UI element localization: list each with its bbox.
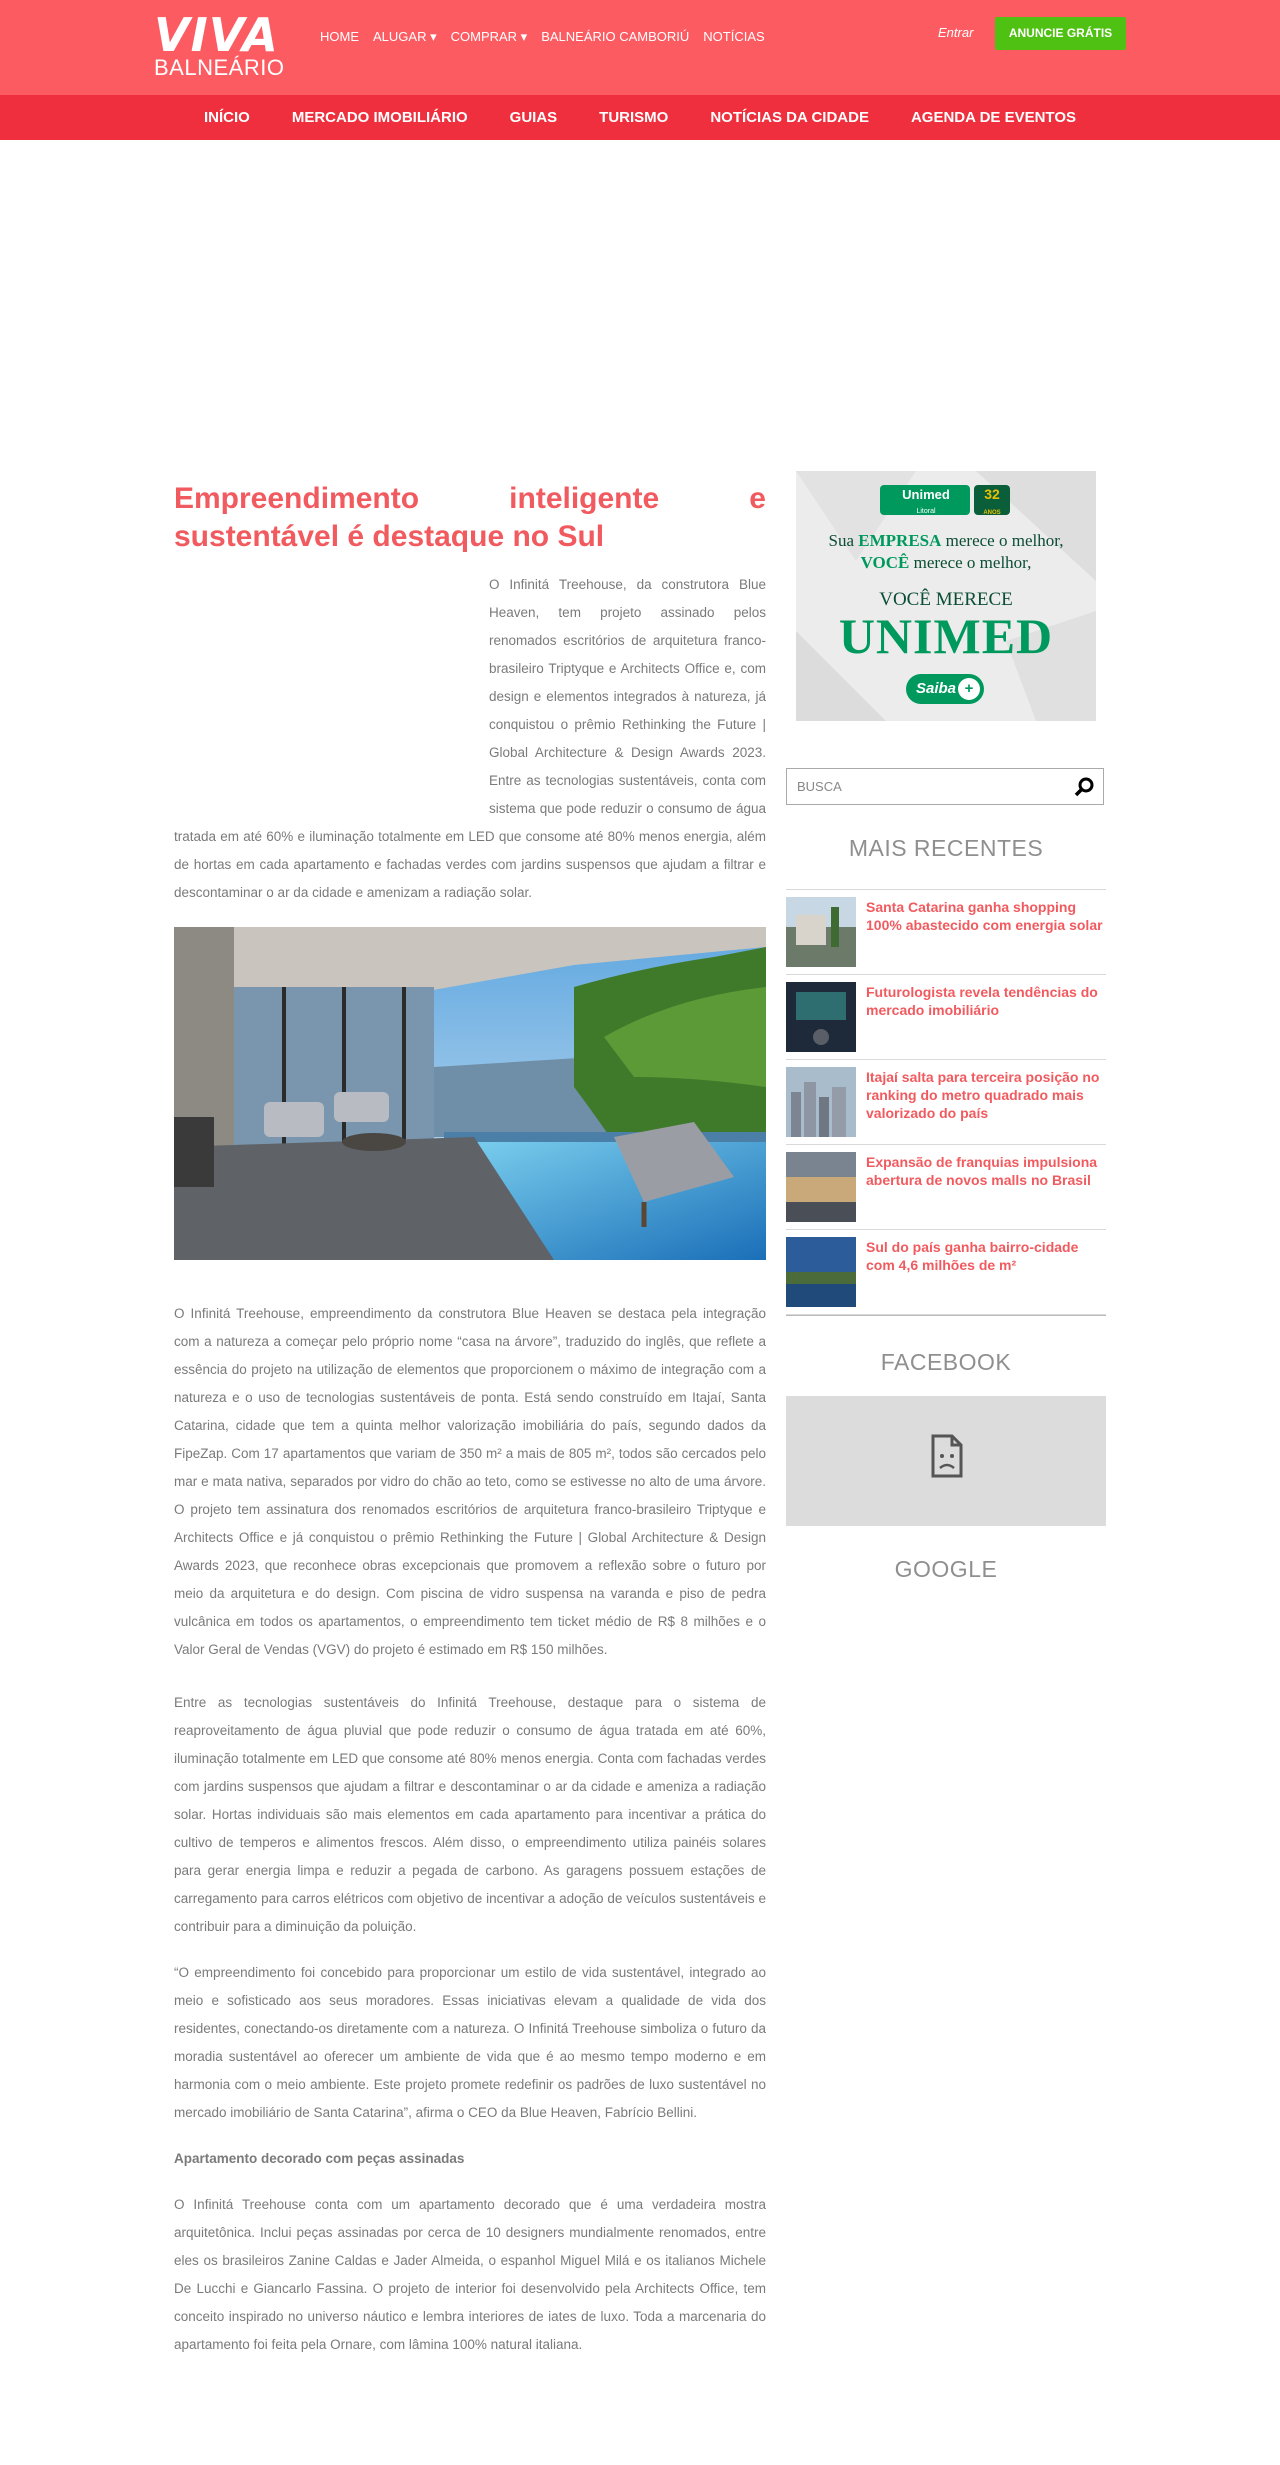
article-paragraph-4: O Infinitá Treehouse conta com um apartamento decorado que é uma verdadeira mostra arquitetônica. Inclui peças assinadas por cerca de 10 designers mundialmente renomados, entre eles os brasileiros Zanine Caldas e Jader Almeida, o espanhol Miguel Milá e os italianos Michele De Lucchi e Giancarlo Fassina. O projeto de interior foi desenvolvido pela Architects Office, tem conceito inspirado no universo náutico e lembra interiores de iates de luxo. Toda a marcenaria do apartamento foi feita pela Ornare, com lâmina 100% natural italiana. [174,2197,766,2352]
badge-text: ANOS [983,510,1001,516]
ad-line-1a: Sua [828,531,859,550]
recent-title[interactable]: Sul do país ganha bairro-cidade com 4,6 milhões de m² [866,1239,1079,1273]
ad-line-2 [796,553,1096,573]
intro-image-placeholder [174,571,489,819]
recent-list [786,889,1106,1316]
top-nav-alugar[interactable]: ALUGAR ▾ [373,29,437,44]
recent-thumbnail [786,1237,856,1307]
recent-thumbnail [786,982,856,1052]
site-logo[interactable] [154,8,285,80]
article-paragraph-3: “O empreendimento foi concebido para proporcionar um estilo de vida sustentável, integrado ao meio e sofisticado aos seus moradores. Essas iniciativas elevam a qualidade de vida dos residentes, conectando-os diretamente com a natureza. O Infinitá Treehouse simboliza o futuro da moradia sustentável ao oferecer um ambiente de vida que é ao mesmo tempo moderno e em harmonia com o meio ambiente. Este projeto promete redefinir os padrões de luxo sustentável no mercado imobiliário de Santa Catarina”, afirma o CEO da Blue Heaven, Fabrício Bellini. [174,1965,766,2120]
ad-line-1 [796,531,1096,551]
recent-title[interactable]: Futurologista revela tendências do mercado imobiliário [866,984,1098,1018]
unimed-brand-sub: Litoral [916,508,936,515]
intro-text: O Infinitá Treehouse, da construtora Blue Heaven, tem projeto assinado pelos renomados escritórios de arquitetura franco-brasileiro Triptyque e Architects Office e, com design e elementos integrados à natureza, já conquistou o prêmio Rethinking the Future | Global Architecture & Design Awards 2023. Entre as tecnologias sustentáveis, conta com sistema que pode reduzir o consumo de água tratada em até 60% e iluminação totalmente em LED que consome até 80% menos energia, além de hortas em cada apartamento e fachadas verdes com jardins suspensos que ajudam a filtrar e descontaminar o ar da cidade e amenizam a radiação solar. [174,577,766,900]
ad-line-1c: merece o melhor, [941,531,1064,550]
unimed-ad-banner[interactable] [796,471,1096,721]
ad-line-1b: EMPRESA [858,531,942,550]
article [174,480,766,2359]
anniversary-badge [974,487,1010,521]
plus-icon: + [958,678,980,700]
ad-cta-button[interactable] [906,674,984,704]
top-nav-noticias[interactable]: NOTÍCIAS [703,29,765,44]
main-nav-inicio[interactable]: INÍCIO [203,109,250,126]
unimed-logo [886,488,966,519]
ad-line-2b: merece o melhor, [909,553,1032,572]
top-nav-comprar[interactable]: COMPRAR ▾ [450,29,528,44]
balcony-pool-image [174,927,766,1260]
logo-text-viva: VIVA [154,8,279,62]
recent-item[interactable] [786,1145,1106,1230]
ad-line-4: UNIMED [838,608,1054,664]
facebook-heading: FACEBOOK [880,1349,1012,1375]
recent-title[interactable]: Santa Catarina ganha shopping 100% abastecido com energia solar [866,899,1103,933]
main-nav-turismo[interactable]: TURISMO [599,109,669,126]
ad-line-2a: VOCÊ [860,553,910,572]
recent-thumbnail [786,1067,856,1137]
login-link[interactable]: Entrar [938,25,974,40]
facebook-embed [786,1396,1106,1526]
search-icon[interactable] [1073,776,1095,803]
search-input[interactable]: BUSCA [797,779,842,794]
recent-title[interactable]: Itajaí salta para terceira posição no ranking do metro quadrado mais valorizado do país [866,1069,1100,1121]
main-nav-agenda[interactable]: AGENDA DE EVENTOS [910,109,1076,126]
article-intro [174,571,766,907]
search-box[interactable] [786,768,1104,805]
top-nav-balneario[interactable]: BALNEÁRIO CAMBORIÚ [541,29,690,44]
main-nav-mercado[interactable]: MERCADO IMOBILIÁRIO [291,109,468,126]
article-title: Empreendimento inteligente e sustentável é destaque no Sul [174,482,766,553]
recent-item[interactable] [786,975,1106,1060]
badge-number: 32 [984,486,1000,502]
article-paragraph-2: Entre as tecnologias sustentáveis do Infinitá Treehouse, destaque para o sistema de reaproveitamento de água pluvial que pode reduzir o consumo de água tratada em até 60%, iluminação totalmente em LED que consome até 80% menos energia. Conta com fachadas verdes com jardins suspensos que ajudam a filtrar e descontaminar o ar da cidade e ameniza a radiação solar. Hortas individuais são mais elementos em cada apartamento para incentivar a prática do cultivo de temperos e alimentos frescos. Além disso, o empreendimento utiliza painéis solares para gerar energia limpa e reduzir a pegada de carbono. As garagens possuem estações de carregamento para carros elétricos com objetivo de incentivar a adoção de veículos sustentáveis e contribuir para a diminuição da poluição. [174,1695,766,1934]
unimed-brand: Unimed [902,487,950,502]
main-nav-noticias-cidade[interactable]: NOTÍCIAS DA CIDADE [710,109,869,126]
top-header [0,0,1280,95]
main-nav [0,95,1280,140]
recent-heading: MAIS RECENTES [848,835,1044,861]
recent-item[interactable] [786,890,1106,975]
recent-item[interactable] [786,1230,1106,1315]
main-nav-guias[interactable]: GUIAS [509,109,558,126]
recent-title[interactable]: Expansão de franquias impulsiona abertura de novos malls no Brasil [866,1154,1098,1188]
recent-thumbnail [786,1152,856,1222]
google-heading: GOOGLE [894,1556,998,1582]
recent-item[interactable] [786,1060,1106,1145]
article-photo [174,927,766,1260]
broken-file-icon [930,1434,964,1483]
logo-text-balneario: BALNEÁRIO [154,55,285,80]
ad-cta-label: Saiba [916,680,957,697]
recent-thumbnail [786,897,856,967]
article-subheading: Apartamento decorado com peças assinadas [174,2151,465,2166]
advertise-button[interactable]: ANUNCIE GRÁTIS [995,17,1126,50]
top-nav-home[interactable]: HOME [320,29,359,44]
article-paragraph-1: O Infinitá Treehouse, empreendimento da construtora Blue Heaven se destaca pela integração com a natureza a começar pelo próprio nome “casa na árvore”, traduzido do inglês, que reflete a essência do projeto na utilização de elementos que proporcionem o máximo de integração com a natureza e o uso de tecnologias sustentáveis de ponta. Está sendo construído em Itajaí, Santa Catarina, cidade que tem a quinta melhor valorização imobiliária do país, segundo dados da FipeZap. Com 17 apartamentos que variam de 350 m² a mais de 805 m², todos são cercados pelo mar e mata nativa, separados por vidro do chão ao teto, como se estivesse no alto de uma árvore. O projeto tem assinatura dos renomados escritórios de arquitetura franco-brasileiro Triptyque e Architects Office e já conquistou o prêmio Rethinking the Future | Global Architecture & Design Awards 2023, que reconhece obras excepcionais que promovem a reflexão sobre o futuro por meio da arquitetura e do design. Com piscina de vidro suspensa na varanda e piso de pedra vulcânica em todos os apartamentos, o empreendimento tem ticket médio de R$ 8 milhões e o Valor Geral de Vendas (VGV) do projeto é estimado em R$ 150 milhões. [174,1306,766,1657]
top-nav [320,29,779,45]
ad-line-3: VOCÊ MERECE [879,589,1013,610]
